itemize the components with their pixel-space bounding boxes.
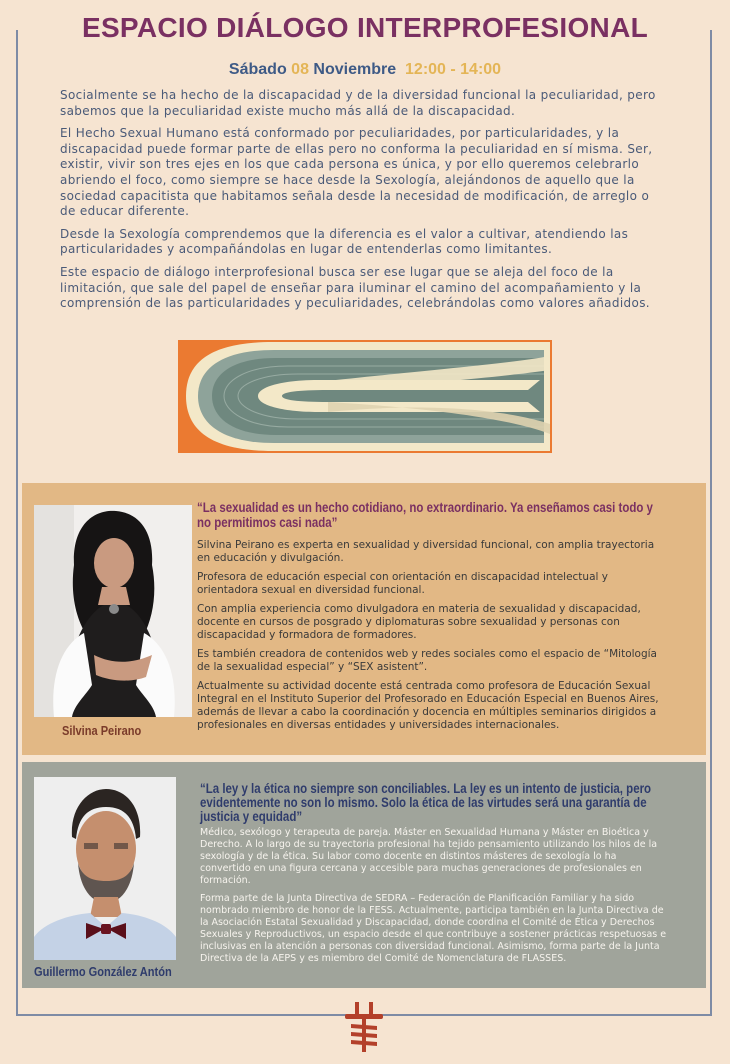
speaker-quote: “La sexualidad es un hecho cotidiano, no extraordinario. Ya enseñamos casi todo y no permitimos casi nada”	[197, 499, 653, 530]
intro-paragraph: Este espacio de diálogo interprofesional busca ser ese lugar que se aleja del foco de la limitación, que sale del papel de enseñar para iluminar el camino del acompañamiento y la comprensión de las particularidades y peculiaridades, celebrándolas como valores añadidos.	[60, 264, 650, 311]
bio-paragraph: Médico, sexólogo y terapeuta de pareja. Máster en Sexualidad Humana y Máster en Bioética y Derecho. A lo largo de su trayectoria profesional ha tejido pensamiento utilizando los hilos de la sexología y de la ética. Su labor como docente en distintos másteres de sexología lo ha convertido en una figura cercana y accesible para muchas generaciones de profesionales en formación.	[200, 827, 658, 886]
logo-icon	[343, 1002, 385, 1052]
loop-ribbon-illustration	[178, 340, 552, 453]
intro-text	[60, 88, 660, 319]
intro-paragraph: Desde la Sexología comprendemos que la diferencia es el valor a cultivar, atendiendo las particularidades y acompañándolas en lugar de entenderlas como limitantes.	[60, 226, 629, 257]
event-day: Sábado	[228, 61, 287, 78]
speaker-name: Guillermo González Antón	[34, 964, 172, 979]
speaker-quote: “La ley y la ética no siempre son conciliables. La ley es un intento de justicia, pero evidentemente no son lo mismo. Solo la ética de las virtudes será una garantía de justicia y equidad”	[200, 780, 652, 824]
speaker-card-guillermo	[22, 762, 706, 988]
bio-paragraph: Es también creadora de contenidos web y redes sociales como el espacio de “Mitología de la sexualidad especial” y “SEX asistent”.	[197, 648, 657, 673]
bio-paragraph: Silvina Peirano es experta en sexualidad y diversidad funcional, con amplia trayectoria en educación y divulgación.	[197, 539, 655, 564]
event-date-number: 08	[291, 61, 309, 78]
speaker-photo	[34, 505, 192, 717]
speaker-name: Silvina Peirano	[62, 723, 142, 738]
bio-paragraph: Forma parte de la Junta Directiva de SEDRA – Federación de Planificación Familiar y ha sido nombrado miembro de honor de la FESS. Actualmente, participa también en la Junta Directiva de la Asociación Estatal Sexualidad y Discapacidad, donde coordina el Comité de Ética y Derechos Sexuales y Reproductivos, un espacio desde el que contribuye a sostener prácticas respetuosas e inclusivas en la atención a personas con diversidad funcional. Asimismo, forma parte de la Junta Directiva de la AEPS y es miembro del Comité de Nomenclatura de FLASSES.	[200, 893, 667, 964]
page-title: ESPACIO DIÁLOGO INTERPROFESIONAL	[81, 12, 648, 43]
speaker-card-silvina	[22, 483, 706, 755]
intro-paragraph: El Hecho Sexual Humano está conformado por peculiaridades, por particularidades, y la discapacidad puede formar parte de ellas pero no conforma la peculiaridad en sí misma. Ser, existir, vivir son tres ejes en los que cada persona es única, y por ello queremos celebrarlo abriendo el foco, como siempre se hace desde la Sexología, alejándonos de aquello que la sociedad capacitista que habitamos señala desde la necesidad de modificación, de arreglo o de educar diferente.	[60, 126, 653, 219]
event-date	[0, 61, 730, 79]
event-month: Noviembre	[313, 61, 397, 78]
speaker-bio	[200, 827, 670, 971]
portrait-man-image	[34, 777, 176, 960]
portrait-woman-image	[34, 505, 192, 717]
speaker-photo	[34, 777, 176, 960]
bio-paragraph: Profesora de educación especial con orientación en discapacidad intelectual y orientadora sexual en diversidad funcional.	[197, 571, 608, 596]
bio-paragraph: Con amplia experiencia como divulgadora en materia de sexualidad y discapacidad, docente en cursos de posgrado y diplomaturas sobre sexualidad y personas con discapacidad y formadora de formadores.	[197, 603, 641, 641]
speaker-bio	[197, 539, 667, 738]
organization-logo	[343, 1002, 385, 1052]
bio-paragraph: Actualmente su actividad docente está centrada como profesora de Educación Sexual Integral en el Instituto Superior del Profesorado en Educación Especial en Buenos Aires, además de llevar a cabo la coordinación y docencia en múltiples seminarios dirigidos a profesionales en diversas entidades y universidades internacionales.	[197, 680, 659, 731]
intro-paragraph: Socialmente se ha hecho de la discapacidad y de la diversidad funcional la peculiaridad, pero sabemos que la peculiaridad existe mucho más allá de la discapacidad.	[60, 88, 656, 118]
decorative-illustration	[178, 340, 552, 453]
event-time: 12:00 - 14:00	[405, 61, 502, 78]
